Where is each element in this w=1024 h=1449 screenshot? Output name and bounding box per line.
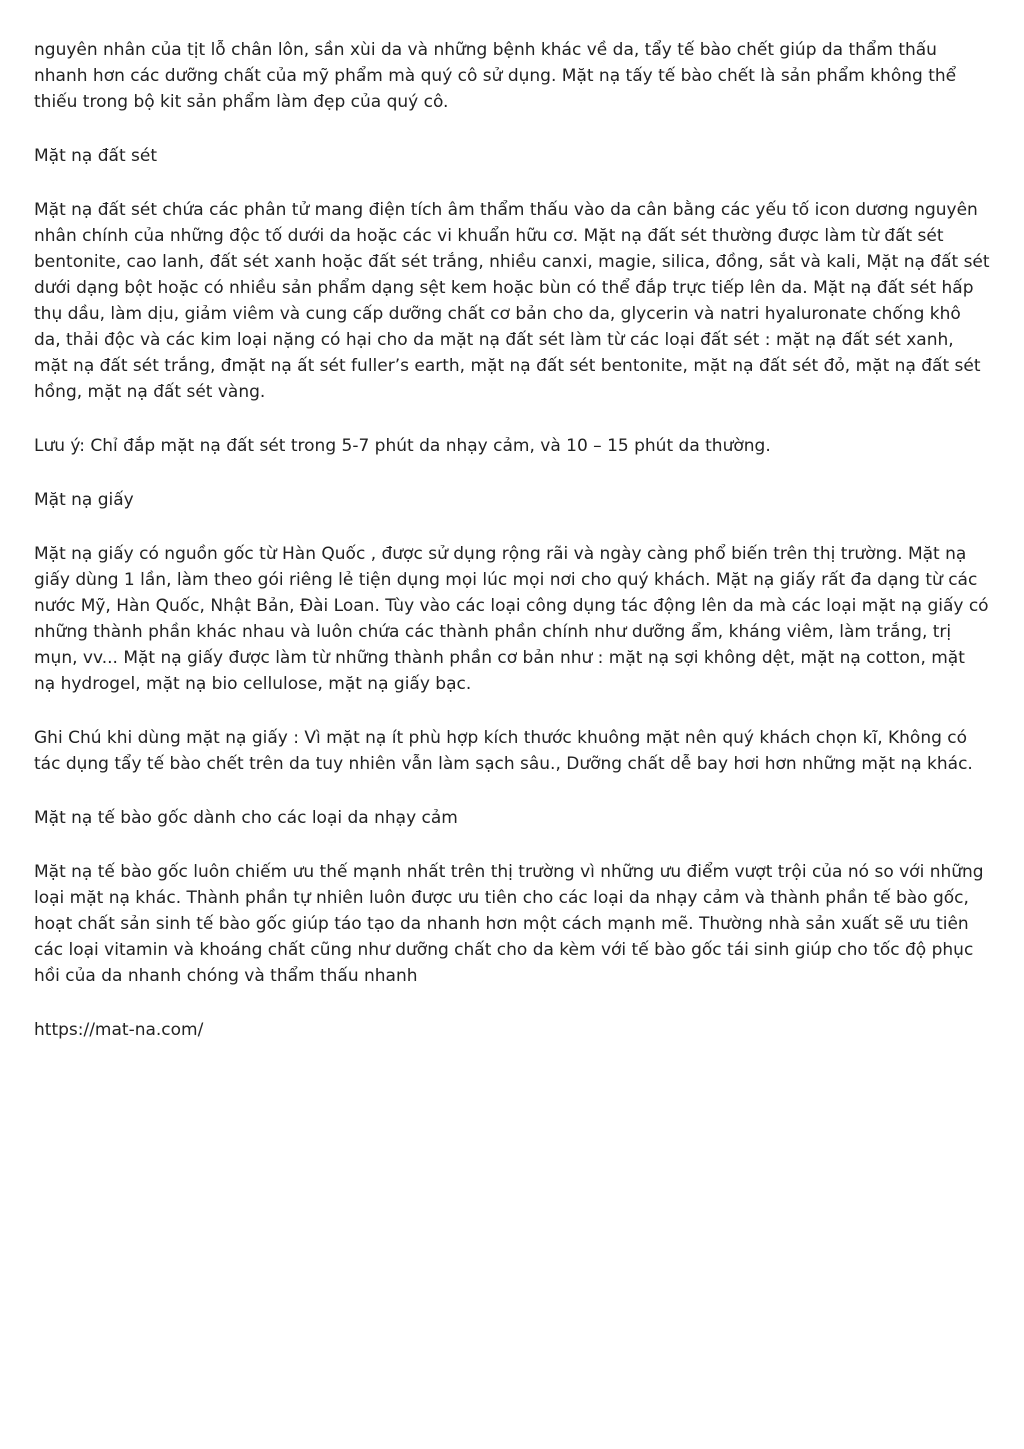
paragraph-sheet-mask: Mặt nạ giấy có nguồn gốc từ Hàn Quốc , được sử dụng rộng rãi và ngày càng phổ biến trên thị trường. Mặt nạ giấy dùng 1 lần, làm theo gói riêng lẻ tiện dụng mọi lúc mọi nơi cho quý khách. Mặt nạ giấy rất đa dạng từ các nước Mỹ, Hàn Quốc, Nhật Bản, Đài Loan. Tùy vào các loại công dụng tác động lên da mà các loại mặt nạ giấy có những thành phần khác nhau và luôn chứa các thành phần chính như dưỡng ẩm, kháng viêm, làm trắng, trị mụn, vv... Mặt nạ giấy được làm từ những thành phần cơ bản như : mặt nạ sợi không dệt, mặt nạ cotton, mặt nạ hydrogel, mặt nạ bio cellulose, mặt nạ giấy bạc. [34, 544, 989, 694]
source-link[interactable]: https://mat-na.com/ [34, 1020, 204, 1040]
paragraph-sheet-mask-note: Ghi Chú khi dùng mặt nạ giấy : Vì mặt nạ ít phù hợp kích thước khuông mặt nên quý khách chọn kĩ, Không có tác dụng tẩy tế bào chết trên da tuy nhiên vẫn làm sạch sâu., Dưỡng chất dễ bay hơi hơn những mặt nạ khác. [34, 728, 973, 774]
paragraph-clay-mask: Mặt nạ đất sét chứa các phân tử mang điện tích âm thẩm thấu vào da cân bằng các yếu tố icon dương nguyên nhân chính của những độc tố dưới da hoặc các vi khuẩn hữu cơ. Mặt nạ đất sét thường được làm từ đất sét bentonite, cao lanh, đất sét xanh hoặc đất sét trắng, nhiều canxi, magie, silica, đồng, sắt và kali, Mặt nạ đất sét dưới dạng bột hoặc có nhiều sản phẩm dạng sệt kem hoặc bùn có thể đắp trực tiếp lên da. Mặt nạ đất sét hấp thụ dầu, làm dịu, giảm viêm và cung cấp dưỡng chất cơ bản cho da, glycerin và natri hyaluronate chống khô da, thải độc và các kim loại nặng có hại cho da mặt nạ đất sét làm từ các loại đất sét : mặt nạ đất sét xanh, mặt nạ đất sét trắng, đmặt nạ ất sét fuller’s earth, mặt nạ đất sét bentonite, mặt nạ đất sét đỏ, mặt nạ đất sét hồng, mặt nạ đất sét vàng. [34, 200, 990, 402]
heading-stem-cell-mask: Mặt nạ tế bào gốc dành cho các loại da nhạy cảm [34, 808, 458, 828]
paragraph-intro-continuation: nguyên nhân của tịt lỗ chân lôn, sần xùi da và những bệnh khác về da, tẩy tế bào chết giúp da thẩm thấu nhanh hơn các dưỡng chất của mỹ phẩm mà quý cô sử dụng. Mặt nạ tấy tế bào chết là sản phẩm không thể thiếu trong bộ kit sản phẩm làm đẹp của quý cô. [34, 40, 957, 112]
document-page [34, 37, 990, 1043]
paragraph-clay-mask-note: Lưu ý: Chỉ đắp mặt nạ đất sét trong 5-7 phút da nhạy cảm, và 10 – 15 phút da thường. [34, 436, 771, 456]
heading-clay-mask: Mặt nạ đất sét [34, 146, 158, 166]
heading-sheet-mask: Mặt nạ giấy [34, 490, 134, 510]
paragraph-stem-cell-mask: Mặt nạ tế bào gốc luôn chiếm ưu thế mạnh nhất trên thị trường vì những ưu điểm vượt trội của nó so với những loại mặt nạ khác. Thành phần tự nhiên luôn được ưu tiên cho các loại da nhạy cảm và thành phần tế bào gốc, hoạt chất sản sinh tế bào gốc giúp táo tạo da nhanh hơn một cách mạnh mẽ. Thường nhà sản xuất sẽ ưu tiên các loại vitamin và khoáng chất cũng như dưỡng chất cho da kèm với tế bào gốc tái sinh giúp cho tốc độ phục hồi của da nhanh chóng và thẩm thấu nhanh [34, 862, 984, 986]
